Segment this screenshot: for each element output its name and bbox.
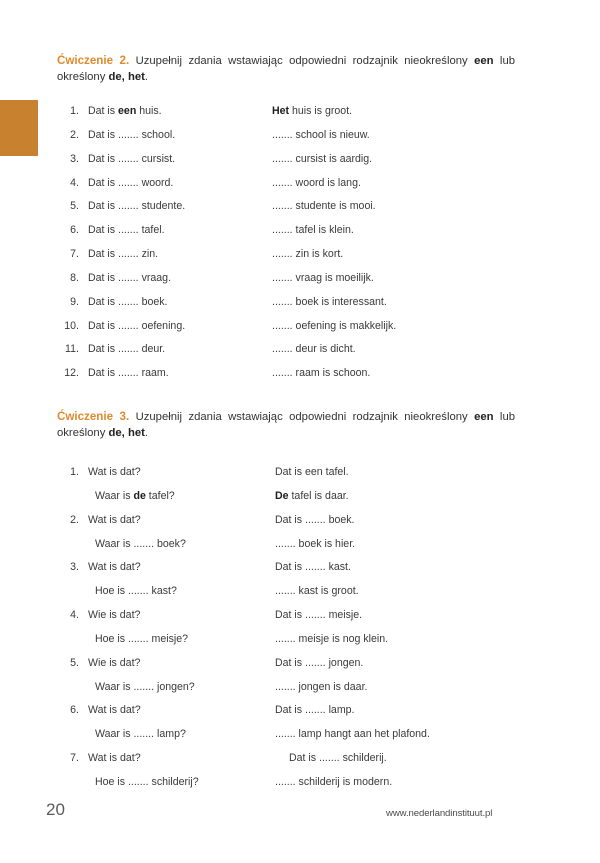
exercise-3-instruction-part2: lub określony <box>57 411 516 440</box>
item-prompt[interactable]: Dat is ....... school. <box>88 128 176 141</box>
item-prompt[interactable]: Dat is ....... vraag. <box>88 271 172 284</box>
exercise-2-row-4 <box>57 172 557 196</box>
item-number: 6. <box>70 224 79 237</box>
exercise-3-heading <box>57 409 515 442</box>
item-answer[interactable]: Dat is ....... lamp. <box>275 704 355 717</box>
item-number: 5. <box>70 656 79 669</box>
item-number: 8. <box>70 271 79 284</box>
item-question: Wat is dat? <box>88 752 141 765</box>
item-prompt[interactable]: Dat is ....... studente. <box>88 200 186 213</box>
item-prompt[interactable]: Dat is ....... cursist. <box>88 152 176 165</box>
exercise-3-row-4-question <box>57 604 557 628</box>
exercise-2-heading <box>57 53 515 86</box>
item-answer[interactable]: ....... boek is interessant. <box>272 295 387 308</box>
item-answer[interactable]: ....... school is nieuw. <box>272 128 370 141</box>
item-answer[interactable]: ....... vraag is moeilijk. <box>272 271 374 284</box>
item-answer[interactable]: ....... tafel is klein. <box>272 224 354 237</box>
exercise-3-title: Ćwiczenie 3. <box>57 410 130 423</box>
item-number: 12. <box>64 367 79 380</box>
item-question: Wie is dat? <box>88 656 141 669</box>
item-question <box>95 485 175 509</box>
item-question: Wie is dat? <box>88 609 141 622</box>
exercise-3-instruction-bold2: de, het <box>108 427 145 440</box>
exercise-3-instruction-part3: . <box>144 427 149 440</box>
item-question: Wat is dat? <box>88 466 141 478</box>
answer-bold: De <box>275 489 289 502</box>
exercise-2-row-9 <box>57 291 557 315</box>
item-answer[interactable]: ....... schilderij is modern. <box>275 775 393 788</box>
item-number: 6. <box>70 704 79 717</box>
item-answer: Dat is een tafel. <box>275 466 349 478</box>
item-prompt[interactable]: Dat is ....... tafel. <box>88 224 165 237</box>
item-number: 1. <box>70 105 79 117</box>
item-number: 11. <box>65 343 79 356</box>
answer-text: tafel is daar. <box>288 489 349 502</box>
exercise-2-row-10 <box>57 315 557 339</box>
exercise-3-row-4-followup <box>57 628 557 652</box>
item-answer[interactable]: Dat is ....... kast. <box>275 561 351 574</box>
exercise-3-row-2-question <box>57 509 557 533</box>
item-number: 2. <box>70 128 79 141</box>
item-answer[interactable]: ....... kast is groot. <box>275 585 359 598</box>
exercise-2-instruction-bold1: een <box>474 55 494 67</box>
exercise-3-row-3-question <box>57 556 557 580</box>
item-answer[interactable]: ....... zin is kort. <box>272 248 344 261</box>
item-question: Wat is dat? <box>88 513 141 526</box>
question-text-b: tafel? <box>145 489 175 502</box>
item-number: 10. <box>64 319 79 332</box>
item-answer <box>275 485 349 509</box>
item-answer[interactable]: ....... meisje is nog klein. <box>275 632 389 645</box>
chapter-side-tab <box>0 100 38 156</box>
item-question: Wat is dat? <box>88 561 141 574</box>
exercise-3-instruction-part1: Uzupełnij zdania wstawiając odpowiedni rodzajnik nieokreślony <box>129 411 475 423</box>
exercise-3-row-5-question <box>57 652 557 676</box>
exercise-2-row-11 <box>57 338 557 362</box>
page-footer <box>0 800 600 840</box>
item-answer[interactable]: ....... deur is dicht. <box>272 343 356 356</box>
question-bold: de <box>133 489 146 502</box>
item-answer[interactable]: ....... woord is lang. <box>272 176 361 189</box>
exercise-3-instruction-bold1: een <box>474 411 494 423</box>
item-prompt <box>88 100 162 124</box>
item-answer[interactable]: ....... studente is mooi. <box>272 200 376 213</box>
item-question[interactable]: Hoe is ....... schilderij? <box>95 775 199 788</box>
exercise-3-row-7-followup <box>57 771 557 795</box>
prompt-bold: een <box>118 105 137 117</box>
item-question[interactable]: Hoe is ....... kast? <box>95 585 177 598</box>
exercise-2-instruction-part2: lub określony <box>57 55 516 84</box>
item-prompt[interactable]: Dat is ....... zin. <box>88 248 159 261</box>
exercise-3-row-3-followup <box>57 580 557 604</box>
exercise-3-row-6-followup <box>57 723 557 747</box>
exercise-3-row-2-followup <box>57 533 557 557</box>
item-answer[interactable]: ....... lamp hangt aan het plafond. <box>275 728 430 741</box>
exercise-2-row-1 <box>57 100 557 124</box>
prompt-text-a: Dat is <box>88 105 119 117</box>
answer-bold: Het <box>272 105 290 117</box>
item-answer[interactable]: ....... cursist is aardig. <box>272 152 373 165</box>
item-question[interactable]: Waar is ....... lamp? <box>95 728 186 741</box>
item-answer[interactable]: Dat is ....... schilderij. <box>289 752 387 765</box>
item-number: 2. <box>70 513 79 526</box>
prompt-text-b: huis. <box>136 105 162 117</box>
exercise-2-row-5 <box>57 195 557 219</box>
exercise-2-instruction-part1: Uzupełnij zdania wstawiając odpowiedni rodzajnik nieokreślony <box>129 55 475 67</box>
item-question[interactable]: Waar is ....... jongen? <box>95 680 195 693</box>
exercise-2-title: Ćwiczenie 2. <box>57 54 130 67</box>
exercise-3-item-list <box>57 461 557 795</box>
item-prompt[interactable]: Dat is ....... oefening. <box>88 319 186 332</box>
answer-text: huis is groot. <box>289 105 353 117</box>
item-number: 3. <box>70 152 79 165</box>
exercise-2-row-2 <box>57 124 557 148</box>
item-answer[interactable]: Dat is ....... boek. <box>275 513 355 526</box>
item-number: 1. <box>70 466 79 478</box>
exercise-2-instruction-part3: . <box>144 71 149 84</box>
item-number: 4. <box>70 609 79 622</box>
page-number: 20 <box>46 800 65 819</box>
item-answer <box>272 100 352 124</box>
question-text-a: Waar is <box>95 489 134 502</box>
exercise-2-item-list <box>57 100 557 386</box>
item-number: 9. <box>70 295 79 308</box>
exercise-3-row-7-question <box>57 747 557 771</box>
item-prompt[interactable]: Dat is ....... deur. <box>88 343 166 356</box>
item-question[interactable]: Waar is ....... boek? <box>95 537 186 550</box>
item-answer[interactable]: Dat is ....... jongen. <box>275 656 364 669</box>
item-number: 5. <box>70 200 79 213</box>
item-answer[interactable]: ....... raam is schoon. <box>272 367 371 380</box>
item-answer[interactable]: Dat is ....... meisje. <box>275 609 363 622</box>
item-question[interactable]: Hoe is ....... meisje? <box>95 632 189 645</box>
item-number: 3. <box>70 561 79 574</box>
item-number: 4. <box>70 176 79 189</box>
exercise-3-row-5-followup <box>57 676 557 700</box>
exercise-2-row-12 <box>57 362 557 386</box>
exercise-3-row-1-question <box>57 461 557 485</box>
item-question: Wat is dat? <box>88 704 141 717</box>
item-number: 7. <box>70 752 79 765</box>
item-answer[interactable]: ....... oefening is makkelijk. <box>272 319 397 332</box>
item-number: 7. <box>70 248 79 261</box>
exercise-2-row-8 <box>57 267 557 291</box>
exercise-2-row-7 <box>57 243 557 267</box>
exercise-2-row-3 <box>57 148 557 172</box>
item-answer[interactable]: ....... boek is hier. <box>275 537 356 550</box>
item-prompt[interactable]: Dat is ....... boek. <box>88 295 168 308</box>
exercise-2-instruction-bold2: de, het <box>108 71 145 84</box>
website-url: www.nederlandinstituut.pl <box>386 808 493 819</box>
exercise-2-row-6 <box>57 219 557 243</box>
exercise-3-row-1-followup <box>57 485 557 509</box>
item-prompt[interactable]: Dat is ....... raam. <box>88 367 169 380</box>
item-prompt[interactable]: Dat is ....... woord. <box>88 176 174 189</box>
exercise-3-row-6-question <box>57 699 557 723</box>
item-answer[interactable]: ....... jongen is daar. <box>275 680 368 693</box>
